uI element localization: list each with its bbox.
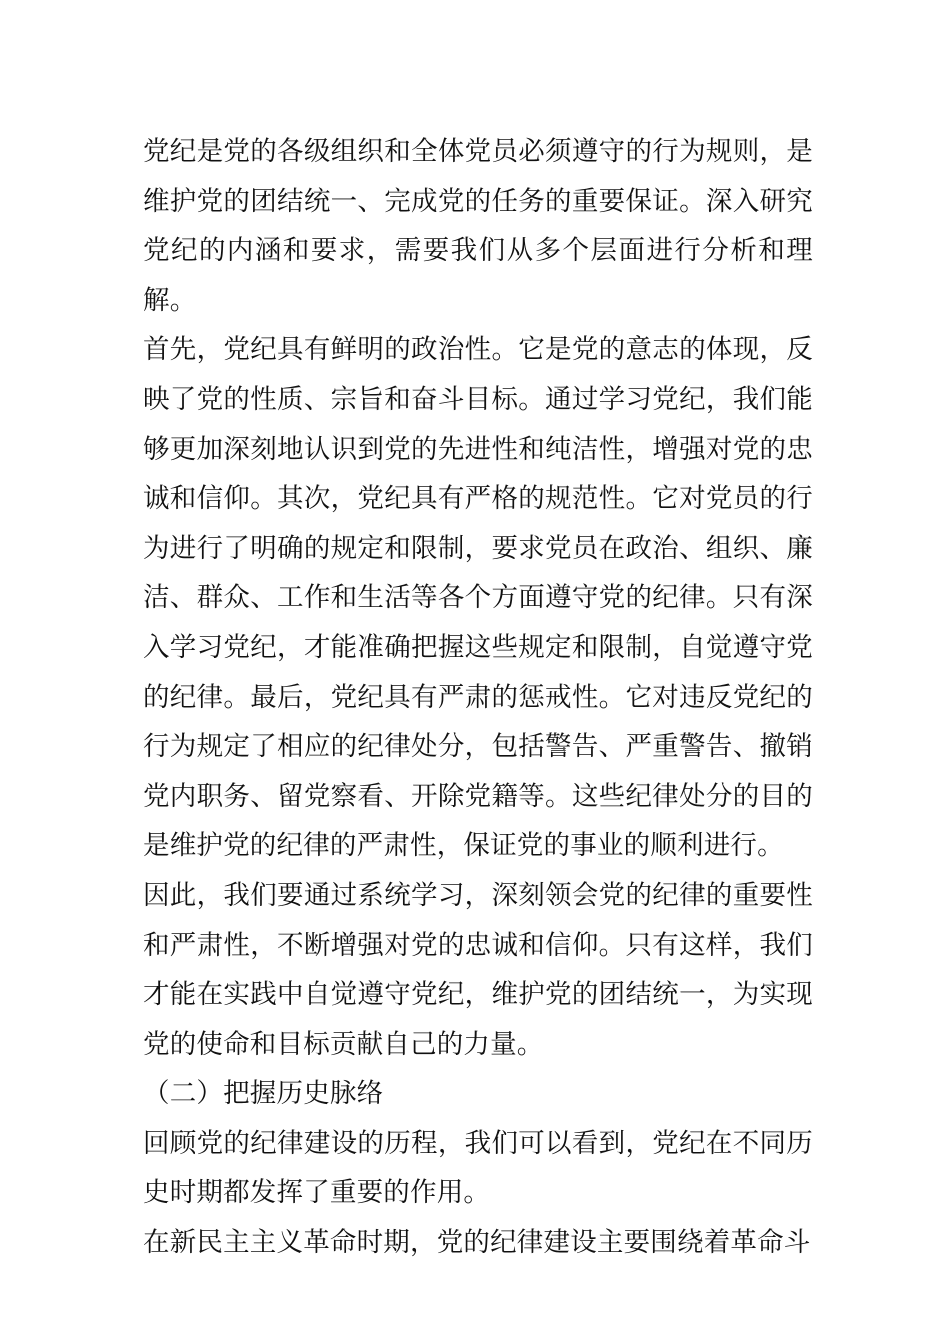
paragraph: 党纪是党的各级组织和全体党员必须遵守的行为规则，是维护党的团结统一、完成党的任务的重要保证。深入研究党纪的内涵和要求，需要我们从多个层面进行分析和理解。 — [143, 136, 813, 316]
paragraph: 首先，党纪具有鲜明的政治性。它是党的意志的体现，反映了党的性质、宗旨和奋斗目标。通过学习党纪，我们能够更加深刻地认识到党的先进性和纯洁性，增强对党的忠诚和信仰。其次，党纪具有严格的规范性。它对党员的行为进行了明确的规定和限制，要求党员在政治、组织、廉洁、群众、工作和生活等各个方面遵守党的纪律。只有深入学习党纪，才能准确把握这些规定和限制，自觉遵守党的纪律。最后，党纪具有严肃的惩戒性。它对违反党纪的行为规定了相应的纪律处分，包括警告、严重警告、撤销党内职务、留党察看、开除党籍等。这些纪律处分的目的是维护党的纪律的严肃性，保证党的事业的顺利进行。 — [143, 334, 813, 862]
paragraph: 在新民主主义革命时期，党的纪律建设主要围绕着革命斗 — [143, 1227, 811, 1259]
paragraph: 回顾党的纪律建设的历程，我们可以看到，党纪在不同历史时期都发挥了重要的作用。 — [143, 1127, 813, 1209]
paragraph: 因此，我们要通过系统学习，深刻领会党的纪律的重要性和严肃性，不断增强对党的忠诚和信仰。只有这样，我们才能在实践中自觉遵守党纪，维护党的团结统一，为实现党的使命和目标贡献自己的力量。 — [143, 879, 813, 1060]
document-page — [143, 127, 813, 1268]
section-heading: （二）把握历史脉络 — [143, 1078, 384, 1110]
